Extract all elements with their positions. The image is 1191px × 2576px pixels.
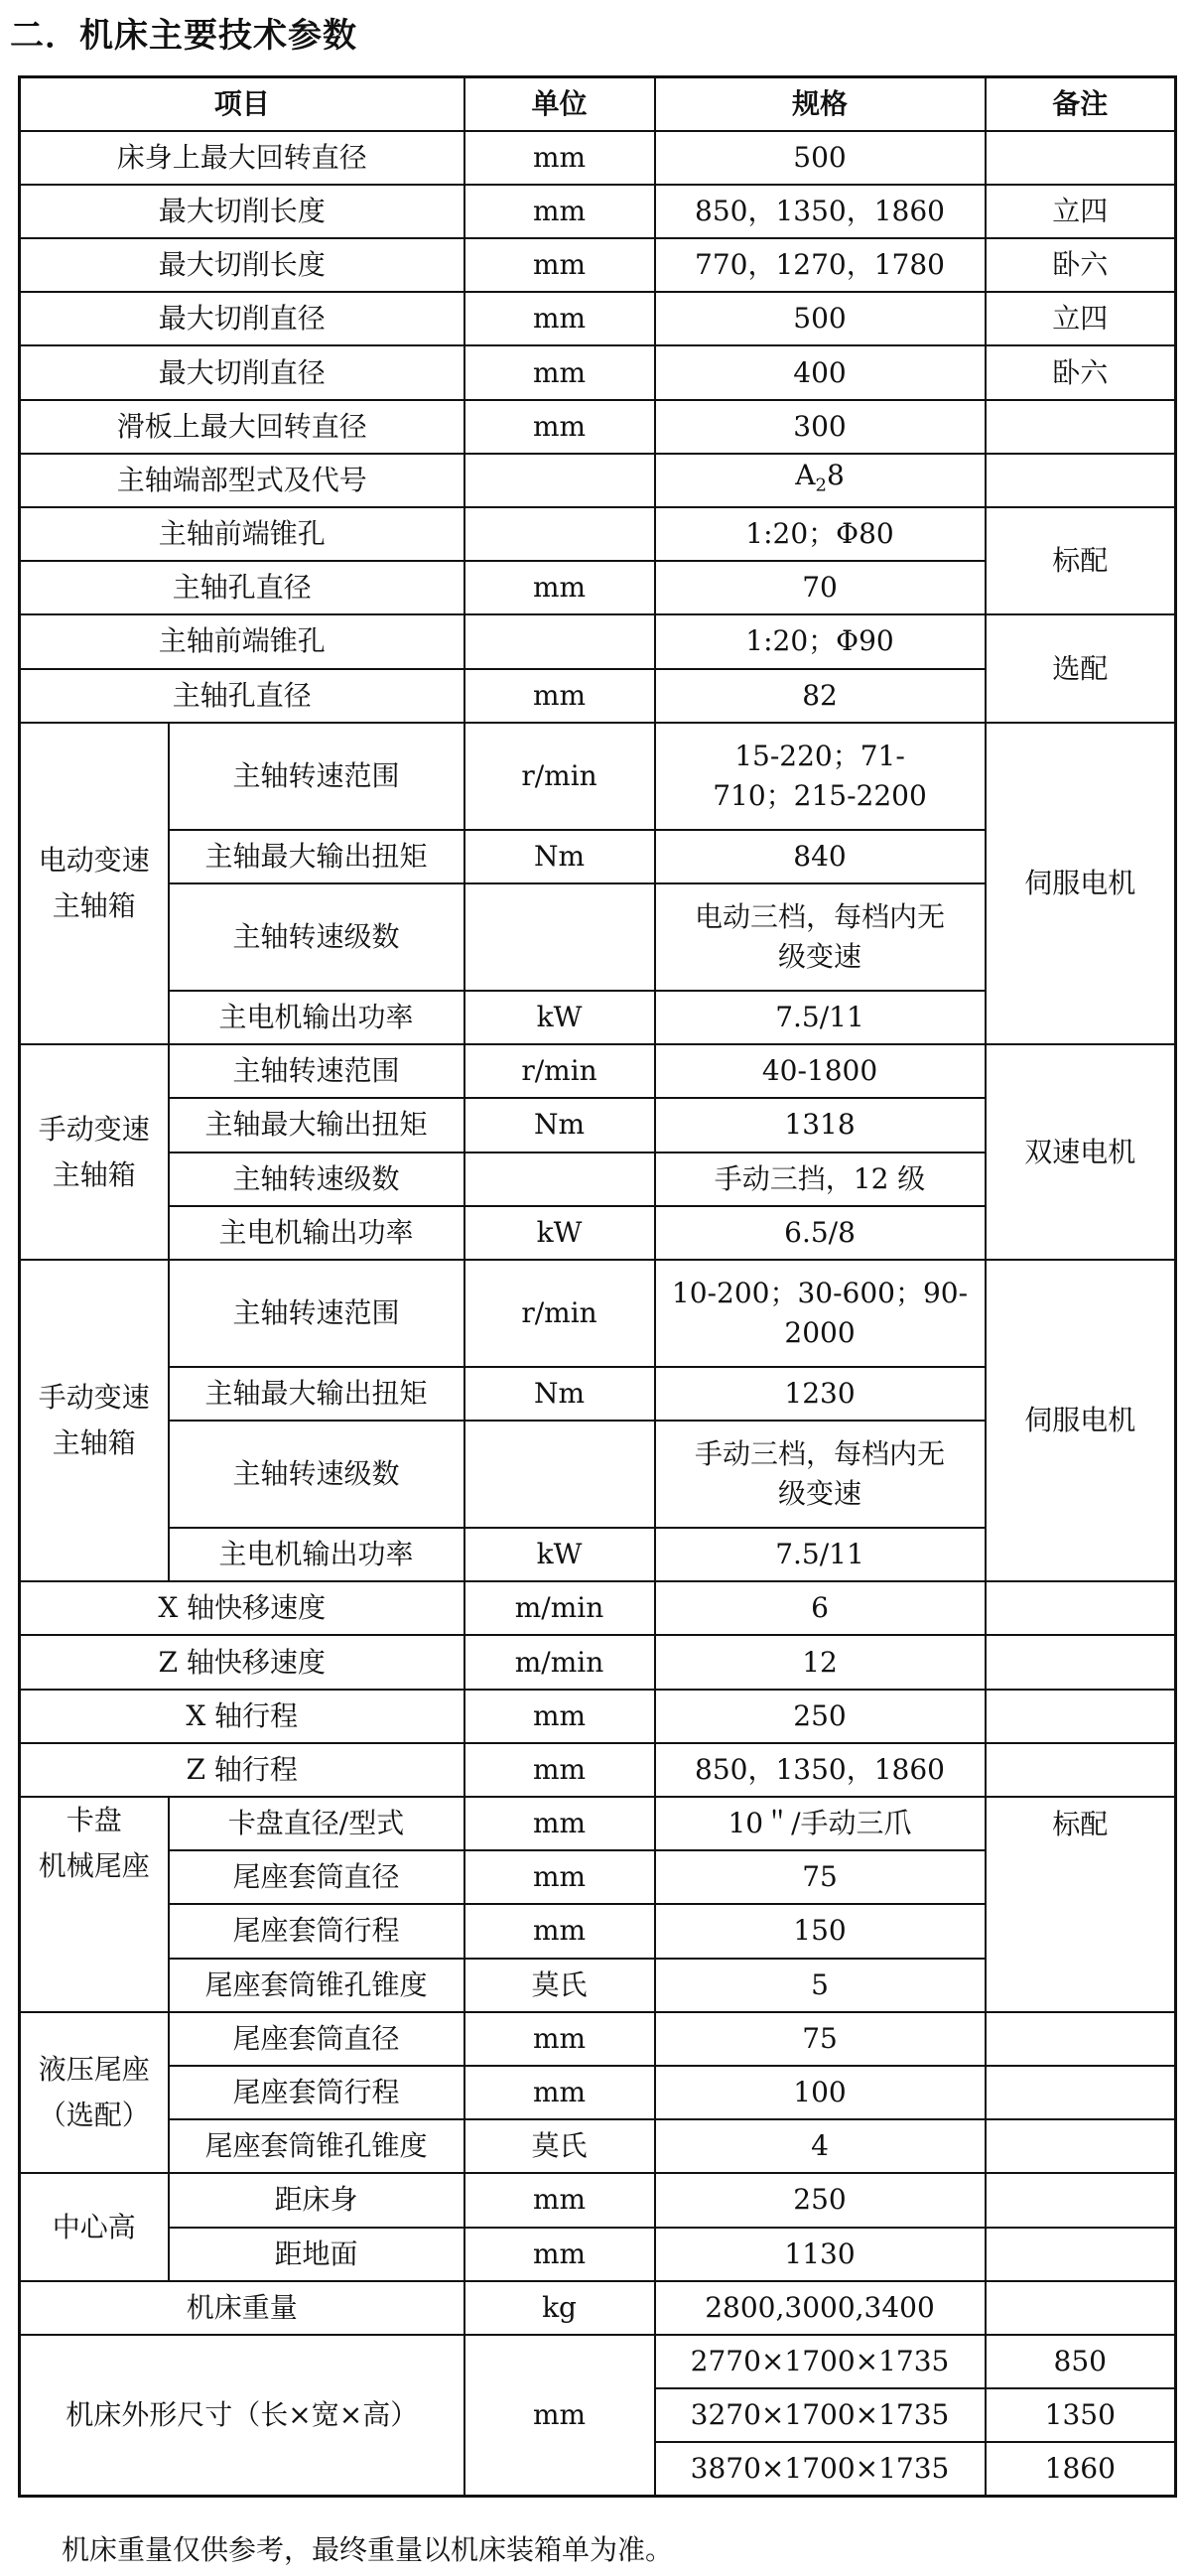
spec-cell: 250: [655, 1690, 986, 1743]
unit-cell: mm: [464, 1850, 655, 1904]
item-cell: X 轴快移速度: [20, 1581, 464, 1635]
note-cell: 卧六: [986, 345, 1176, 399]
item-cell: 主轴最大输出扭矩: [169, 1367, 464, 1421]
header-item: 项目: [20, 77, 464, 131]
spec-cell: 770，1270，1780: [655, 238, 986, 292]
table-row: [20, 238, 1176, 292]
spec-cell: [655, 454, 986, 507]
spec-cell: 手动三档，每档内无 级变速: [655, 1421, 986, 1528]
unit-cell: kW: [464, 991, 655, 1044]
item-cell: 滑板上最大回转直径: [20, 400, 464, 454]
unit-cell: [464, 454, 655, 507]
note-cell: [986, 1581, 1176, 1635]
table-row: [20, 292, 1176, 345]
spec-cell: 3270×1700×1735: [655, 2388, 986, 2442]
table-row: [20, 723, 1176, 830]
item-cell: 主轴转速级数: [169, 883, 464, 991]
spec-tail: 8: [826, 458, 845, 491]
item-cell: 尾座套筒直径: [169, 2012, 464, 2066]
item-cell: 主电机输出功率: [169, 1206, 464, 1260]
item-cell: 主轴最大输出扭矩: [169, 830, 464, 883]
unit-cell: mm: [464, 669, 655, 723]
table-row: [20, 131, 1176, 185]
note-cell: [986, 2012, 1176, 2066]
spec-cell: 850，1350，1860: [655, 1743, 986, 1797]
unit-cell: mm: [464, 1904, 655, 1958]
spec-cell: 6.5/8: [655, 1206, 986, 1260]
unit-cell: [464, 1421, 655, 1528]
unit-cell: [464, 1152, 655, 1206]
spec-cell: 70: [655, 561, 986, 614]
item-cell: 主轴端部型式及代号: [20, 454, 464, 507]
item-cell: 主轴前端锥孔: [20, 507, 464, 561]
table-row: [20, 454, 1176, 507]
table-row: [20, 1260, 1176, 1367]
note-cell: 伺服电机: [986, 723, 1176, 1044]
note-cell: 标配: [986, 1797, 1176, 2012]
table-row: [20, 1743, 1176, 1797]
unit-cell: mm: [464, 2228, 655, 2281]
note-cell: [986, 131, 1176, 185]
table-row: [20, 507, 1176, 561]
group-label: 中心高: [20, 2173, 169, 2280]
item-cell: 尾座套筒锥孔锥度: [169, 1959, 464, 2012]
table-row: [20, 185, 1176, 238]
group-label: 液压尾座 （选配）: [20, 2012, 169, 2174]
note-cell: [986, 400, 1176, 454]
spec-cell: 150: [655, 1904, 986, 1958]
spec-cell: 10＂/手动三爪: [655, 1797, 986, 1850]
item-cell: 卡盘直径/型式: [169, 1797, 464, 1850]
item-cell: 最大切削直径: [20, 345, 464, 399]
note-cell: 1860: [986, 2442, 1176, 2496]
note-cell: [986, 1690, 1176, 1743]
table-row: [20, 1581, 1176, 1635]
spec-cell: 6: [655, 1581, 986, 1635]
item-cell: 主轴前端锥孔: [20, 614, 464, 668]
item-cell: 尾座套筒行程: [169, 2066, 464, 2119]
note-cell: [986, 2119, 1176, 2173]
header-spec: 规格: [655, 77, 986, 131]
unit-cell: mm: [464, 400, 655, 454]
unit-cell: r/min: [464, 1260, 655, 1367]
item-cell: 主电机输出功率: [169, 1528, 464, 1581]
unit-cell: mm: [464, 2012, 655, 2066]
unit-cell: r/min: [464, 723, 655, 830]
spec-cell: 2800,3000,3400: [655, 2281, 986, 2335]
table-row: [20, 2119, 1176, 2173]
note-cell: 850: [986, 2335, 1176, 2388]
unit-cell: mm: [464, 2335, 655, 2497]
spec-cell: 300: [655, 400, 986, 454]
spec-cell: 3870×1700×1735: [655, 2442, 986, 2496]
table-row: [20, 1044, 1176, 1098]
note-cell: 立四: [986, 185, 1176, 238]
note-cell: 伺服电机: [986, 1260, 1176, 1581]
item-cell: 尾座套筒锥孔锥度: [169, 2119, 464, 2173]
table-row: [20, 2228, 1176, 2281]
unit-cell: [464, 507, 655, 561]
spec-cell: 1:20；Φ90: [655, 614, 986, 668]
item-cell: 机床外形尺寸（长×宽×高）: [20, 2335, 464, 2497]
table-row: [20, 2066, 1176, 2119]
item-cell: 床身上最大回转直径: [20, 131, 464, 185]
spec-cell: 电动三档，每档内无 级变速: [655, 883, 986, 991]
unit-cell: kW: [464, 1206, 655, 1260]
item-cell: Z 轴快移速度: [20, 1635, 464, 1689]
group-label: 手动变速 主轴箱: [20, 1044, 169, 1260]
spec-cell: 850，1350，1860: [655, 185, 986, 238]
table-row: [20, 345, 1176, 399]
unit-cell: kg: [464, 2281, 655, 2335]
unit-cell: 莫氏: [464, 2119, 655, 2173]
item-cell: 尾座套筒直径: [169, 1850, 464, 1904]
unit-cell: Nm: [464, 1098, 655, 1152]
item-cell: 最大切削长度: [20, 238, 464, 292]
spec-cell: 7.5/11: [655, 1528, 986, 1581]
note-cell: 卧六: [986, 238, 1176, 292]
group-label: 手动变速 主轴箱: [20, 1260, 169, 1581]
unit-cell: mm: [464, 131, 655, 185]
item-cell: 主轴转速级数: [169, 1421, 464, 1528]
unit-cell: mm: [464, 2173, 655, 2227]
spec-cell: 12: [655, 1635, 986, 1689]
item-cell: 主轴转速范围: [169, 1044, 464, 1098]
spec-cell: 100: [655, 2066, 986, 2119]
table-row: [20, 2281, 1176, 2335]
item-cell: 主轴孔直径: [20, 669, 464, 723]
spec-cell: 10-200；30-600；90- 2000: [655, 1260, 986, 1367]
spec-cell: 15-220；71- 710；215-2200: [655, 723, 986, 830]
table-row: [20, 2335, 1176, 2388]
unit-cell: [464, 883, 655, 991]
table-row: [20, 614, 1176, 668]
note-cell: [986, 2173, 1176, 2227]
unit-cell: r/min: [464, 1044, 655, 1098]
spec-cell: 500: [655, 131, 986, 185]
spec-cell: 75: [655, 1850, 986, 1904]
spec-cell: 手动三挡，12 级: [655, 1152, 986, 1206]
note-cell: 标配: [986, 507, 1176, 614]
unit-cell: mm: [464, 1690, 655, 1743]
unit-cell: mm: [464, 1743, 655, 1797]
unit-cell: Nm: [464, 830, 655, 883]
unit-cell: mm: [464, 2066, 655, 2119]
note-cell: 双速电机: [986, 1044, 1176, 1260]
note-cell: [986, 1743, 1176, 1797]
spec-subscript: 2: [815, 475, 827, 496]
footnote: 机床重量仅供参考，最终重量以机床装箱单为准。: [62, 2533, 674, 2566]
table-row: [20, 1690, 1176, 1743]
spec-cell: 1130: [655, 2228, 986, 2281]
item-cell: 机床重量: [20, 2281, 464, 2335]
group-label: 电动变速 主轴箱: [20, 723, 169, 1044]
unit-cell: 莫氏: [464, 1959, 655, 2012]
table-row: [20, 2173, 1176, 2227]
spec-cell: 7.5/11: [655, 991, 986, 1044]
unit-cell: [464, 614, 655, 668]
spec-cell: 500: [655, 292, 986, 345]
spec-cell: 1:20；Φ80: [655, 507, 986, 561]
note-cell: [986, 2066, 1176, 2119]
spec-cell: 75: [655, 2012, 986, 2066]
note-cell: [986, 2281, 1176, 2335]
spec-cell: 5: [655, 1959, 986, 2012]
item-cell: X 轴行程: [20, 1690, 464, 1743]
section-title: 二．机床主要技术参数: [10, 16, 357, 56]
item-cell: 距地面: [169, 2228, 464, 2281]
spec-cell: 840: [655, 830, 986, 883]
item-cell: 主轴转速范围: [169, 1260, 464, 1367]
table-row: [20, 1797, 1176, 1850]
spec-cell: 82: [655, 669, 986, 723]
spec-cell: 40-1800: [655, 1044, 986, 1098]
spec-cell: 2770×1700×1735: [655, 2335, 986, 2388]
spec-main: A: [795, 458, 816, 491]
note-cell: 选配: [986, 614, 1176, 722]
unit-cell: kW: [464, 1528, 655, 1581]
item-cell: 主轴孔直径: [20, 561, 464, 614]
unit-cell: mm: [464, 1797, 655, 1850]
spec-cell: 400: [655, 345, 986, 399]
unit-cell: m/min: [464, 1581, 655, 1635]
item-cell: 最大切削直径: [20, 292, 464, 345]
spec-cell: 1230: [655, 1367, 986, 1421]
spec-table: [18, 75, 1177, 2498]
note-cell: [986, 454, 1176, 507]
note-cell: [986, 2228, 1176, 2281]
note-cell: 1350: [986, 2388, 1176, 2442]
table-row: [20, 1635, 1176, 1689]
unit-cell: mm: [464, 238, 655, 292]
spec-cell: 4: [655, 2119, 986, 2173]
spec-cell: 250: [655, 2173, 986, 2227]
note-cell: 立四: [986, 292, 1176, 345]
header-unit: 单位: [464, 77, 655, 131]
item-cell: 主电机输出功率: [169, 991, 464, 1044]
item-cell: Z 轴行程: [20, 1743, 464, 1797]
note-cell: [986, 1635, 1176, 1689]
item-cell: 主轴转速范围: [169, 723, 464, 830]
spec-cell: 1318: [655, 1098, 986, 1152]
unit-cell: mm: [464, 561, 655, 614]
table-row: [20, 2012, 1176, 2066]
unit-cell: m/min: [464, 1635, 655, 1689]
item-cell: 尾座套筒行程: [169, 1904, 464, 1958]
item-cell: 主轴最大输出扭矩: [169, 1098, 464, 1152]
table-header-row: [20, 77, 1176, 131]
unit-cell: Nm: [464, 1367, 655, 1421]
item-cell: 距床身: [169, 2173, 464, 2227]
unit-cell: mm: [464, 185, 655, 238]
header-note: 备注: [986, 77, 1176, 131]
item-cell: 主轴转速级数: [169, 1152, 464, 1206]
group-label: 卡盘 机械尾座: [20, 1797, 169, 2012]
item-cell: 最大切削长度: [20, 185, 464, 238]
unit-cell: mm: [464, 345, 655, 399]
unit-cell: mm: [464, 292, 655, 345]
table-row: [20, 400, 1176, 454]
